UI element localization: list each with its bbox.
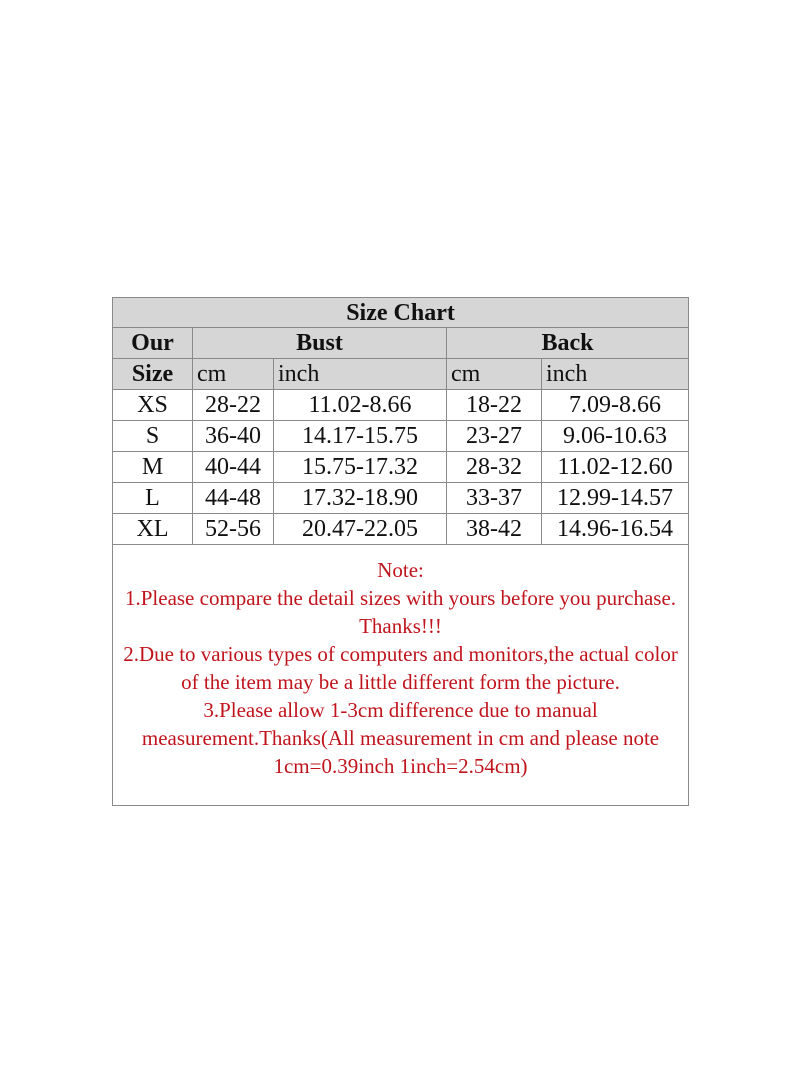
bust-inch-cell: 20.47-22.05 [274,514,447,545]
bust-cm-cell: 44-48 [193,483,274,514]
table-row [113,483,689,514]
back-cm-cell: 23-27 [447,421,542,452]
table-row [113,421,689,452]
back-cm-cell: 28-32 [447,452,542,483]
back-cm-cell: 18-22 [447,390,542,421]
back-inch-header: inch [542,359,689,390]
bust-cm-cell: 28-22 [193,390,274,421]
bust-cm-cell: 52-56 [193,514,274,545]
back-inch-cell: 12.99-14.57 [542,483,689,514]
size-chart-sheet [112,297,688,806]
bust-inch-cell: 17.32-18.90 [274,483,447,514]
back-cm-cell: 38-42 [447,514,542,545]
bust-inch-cell: 11.02-8.66 [274,390,447,421]
bust-inch-cell: 14.17-15.75 [274,421,447,452]
bust-cm-header: cm [193,359,274,390]
title-row [113,298,689,328]
size-chart-table [112,297,689,806]
note-row [113,545,689,806]
bust-inch-cell: 15.75-17.32 [274,452,447,483]
size-cell: XS [113,390,193,421]
note-heading: Note: [377,558,424,582]
bust-cm-cell: 36-40 [193,421,274,452]
back-cm-cell: 33-37 [447,483,542,514]
size-cell: S [113,421,193,452]
size-cell: M [113,452,193,483]
back-inch-cell: 7.09-8.66 [542,390,689,421]
back-inch-cell: 9.06-10.63 [542,421,689,452]
note-line-2: 2.Due to various types of computers and monitors,the actual color of the item may be a little different form the picture. [123,642,678,694]
back-cm-header: cm [447,359,542,390]
back-header: Back [447,328,689,359]
header-row-groups [113,328,689,359]
table-row [113,452,689,483]
note-line-3: 3.Please allow 1-3cm difference due to manual measurement.Thanks(All measurement in cm and please note 1cm=0.39inch 1inch=2.54cm) [141,698,660,778]
size-header-line2: Size [113,359,193,390]
size-cell: XL [113,514,193,545]
bust-inch-header: inch [274,359,447,390]
bust-header: Bust [193,328,447,359]
back-inch-cell: 14.96-16.54 [542,514,689,545]
back-inch-cell: 11.02-12.60 [542,452,689,483]
chart-title: Size Chart [113,298,689,328]
bust-cm-cell: 40-44 [193,452,274,483]
size-header-line1: Our [113,328,193,359]
header-row-units [113,359,689,390]
note-line-1: 1.Please compare the detail sizes with yours before you purchase. Thanks!!! [124,586,677,638]
table-row [113,390,689,421]
note-block [113,545,689,806]
table-row [113,514,689,545]
size-cell: L [113,483,193,514]
